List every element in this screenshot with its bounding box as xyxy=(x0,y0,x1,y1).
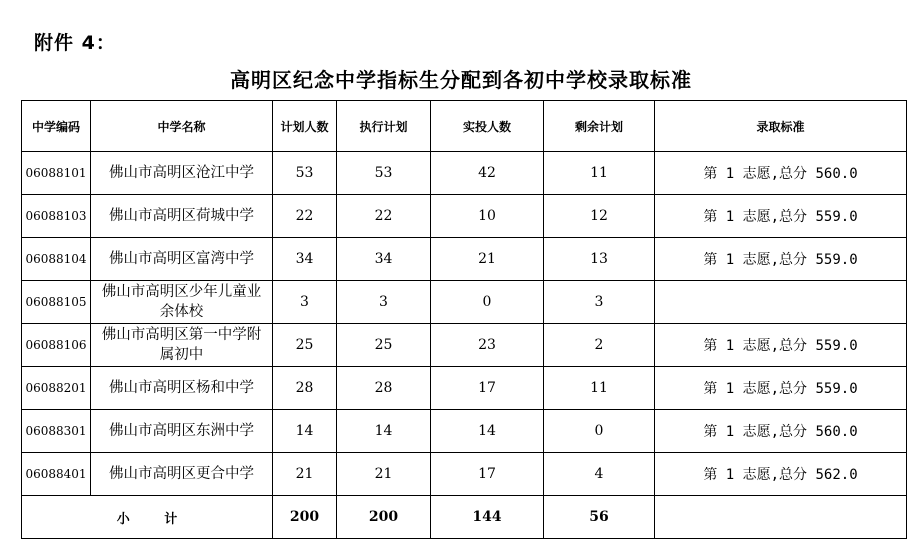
cell-remain: 12 xyxy=(544,195,655,238)
header-plan: 计划人数 xyxy=(273,101,337,152)
cell-actual: 10 xyxy=(431,195,544,238)
total-row xyxy=(22,496,907,539)
total-remain: 56 xyxy=(544,496,655,539)
cell-actual: 0 xyxy=(431,281,544,324)
cell-name: 佛山市高明区少年儿童业余体校 xyxy=(91,281,273,324)
cell-exec: 28 xyxy=(337,367,431,410)
cell-actual: 17 xyxy=(431,453,544,496)
cell-code: 06088104 xyxy=(22,238,91,281)
cell-exec: 3 xyxy=(337,281,431,324)
cell-code: 06088301 xyxy=(22,410,91,453)
cell-name: 佛山市高明区沧江中学 xyxy=(91,152,273,195)
header-exec: 执行计划 xyxy=(337,101,431,152)
cell-exec: 34 xyxy=(337,238,431,281)
cell-remain: 11 xyxy=(544,152,655,195)
cell-name: 佛山市高明区杨和中学 xyxy=(91,367,273,410)
cell-plan: 25 xyxy=(273,324,337,367)
cell-plan: 34 xyxy=(273,238,337,281)
cell-code: 06088105 xyxy=(22,281,91,324)
cell-standard xyxy=(655,281,907,324)
header-row xyxy=(22,101,907,152)
table-row xyxy=(22,410,907,453)
cell-plan: 28 xyxy=(273,367,337,410)
cell-actual: 21 xyxy=(431,238,544,281)
cell-plan: 22 xyxy=(273,195,337,238)
cell-code: 06088101 xyxy=(22,152,91,195)
cell-name: 佛山市高明区更合中学 xyxy=(91,453,273,496)
cell-exec: 53 xyxy=(337,152,431,195)
table-row xyxy=(22,152,907,195)
cell-exec: 14 xyxy=(337,410,431,453)
cell-exec: 25 xyxy=(337,324,431,367)
total-standard xyxy=(655,496,907,539)
header-remain: 剩余计划 xyxy=(544,101,655,152)
cell-remain: 13 xyxy=(544,238,655,281)
table-row xyxy=(22,324,907,367)
cell-plan: 21 xyxy=(273,453,337,496)
cell-remain: 2 xyxy=(544,324,655,367)
total-exec: 200 xyxy=(337,496,431,539)
header-code: 中学编码 xyxy=(22,101,91,152)
cell-standard: 第 1 志愿,总分 559.0 xyxy=(655,324,907,367)
table-row xyxy=(22,195,907,238)
cell-name: 佛山市高明区第一中学附属初中 xyxy=(91,324,273,367)
cell-exec: 21 xyxy=(337,453,431,496)
cell-actual: 17 xyxy=(431,367,544,410)
table-row xyxy=(22,281,907,324)
cell-remain: 4 xyxy=(544,453,655,496)
cell-standard: 第 1 志愿,总分 559.0 xyxy=(655,238,907,281)
table-row xyxy=(22,238,907,281)
header-actual: 实投人数 xyxy=(431,101,544,152)
cell-exec: 22 xyxy=(337,195,431,238)
total-label: 小 计 xyxy=(22,496,273,539)
cell-plan: 53 xyxy=(273,152,337,195)
cell-standard: 第 1 志愿,总分 559.0 xyxy=(655,367,907,410)
cell-standard: 第 1 志愿,总分 562.0 xyxy=(655,453,907,496)
cell-name: 佛山市高明区东洲中学 xyxy=(91,410,273,453)
cell-code: 06088401 xyxy=(22,453,91,496)
header-standard: 录取标准 xyxy=(655,101,907,152)
admission-table xyxy=(21,100,907,539)
cell-actual: 42 xyxy=(431,152,544,195)
cell-standard: 第 1 志愿,总分 560.0 xyxy=(655,152,907,195)
cell-actual: 14 xyxy=(431,410,544,453)
cell-remain: 3 xyxy=(544,281,655,324)
total-plan: 200 xyxy=(273,496,337,539)
document-title: 高明区纪念中学指标生分配到各初中学校录取标准 xyxy=(230,68,692,92)
cell-name: 佛山市高明区荷城中学 xyxy=(91,195,273,238)
header-name: 中学名称 xyxy=(91,101,273,152)
cell-code: 06088103 xyxy=(22,195,91,238)
cell-remain: 11 xyxy=(544,367,655,410)
total-actual: 144 xyxy=(431,496,544,539)
cell-name: 佛山市高明区富湾中学 xyxy=(91,238,273,281)
table-row xyxy=(22,367,907,410)
cell-actual: 23 xyxy=(431,324,544,367)
attachment-label: 附件 4： xyxy=(34,32,116,54)
cell-standard: 第 1 志愿,总分 559.0 xyxy=(655,195,907,238)
cell-remain: 0 xyxy=(544,410,655,453)
cell-code: 06088201 xyxy=(22,367,91,410)
cell-code: 06088106 xyxy=(22,324,91,367)
cell-plan: 14 xyxy=(273,410,337,453)
cell-plan: 3 xyxy=(273,281,337,324)
table-row xyxy=(22,453,907,496)
cell-standard: 第 1 志愿,总分 560.0 xyxy=(655,410,907,453)
